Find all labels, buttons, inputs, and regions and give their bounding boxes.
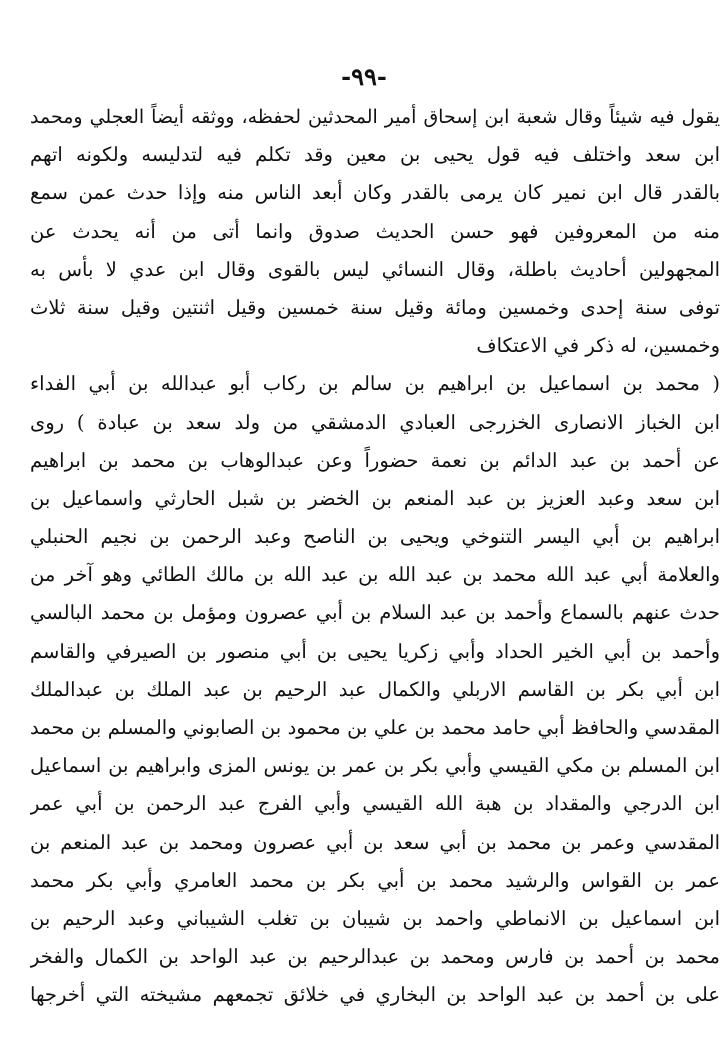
text-line: توفى سنة إحدى وخمسين ومائة وقيل سنة خمسين وقيل اثنتين وقيل سنة ثلاث bbox=[30, 295, 720, 319]
body-text bbox=[30, 98, 720, 1015]
text-line: المقدسي والحافظ أبي حامد محمد بن علي بن محمود بن الصابوني والمسلم بن محمد bbox=[30, 716, 720, 739]
text-line: محمد بن أحمد بن فارس ومحمد بن عبدالرحيم بن عبد الواحد بن الكمال والفخر bbox=[30, 945, 720, 969]
text-line: ابن اسماعيل بن الانماطي واحمد بن شيبان بن تغلب الشيباني وعبد الرحيم بن bbox=[30, 906, 720, 930]
text-line: ابراهيم بن أبي اليسر التنوخي ويحيى بن الناصح وعبد الرحمن بن نجيم الحنبلي bbox=[30, 525, 720, 549]
text-line: حدث عنهم بالسماع وأحمد بن عبد السلام بن أبي عصرون ومؤمل بن محمد البالسي bbox=[30, 601, 720, 625]
text-line: بالقدر قال ابن نمير كان يرمى بالقدر وكان أبعد الناس منه وإذا حدث عمن سمع bbox=[30, 181, 720, 205]
text-line: المقدسي وعمر بن محمد بن أبي سعد بن أبي عصرون ومحمد بن عبد المنعم بن bbox=[30, 830, 720, 854]
text-line: وأحمد بن أبي الخير الحداد وأبي زكريا يحيى بن أبي منصور بن الصيرفي والقاسم bbox=[30, 639, 720, 663]
text-line: ابن الدرجي والمقداد بن هبة الله القيسي وأبي الفرج عبد الرحمن بن أبي عمر bbox=[30, 792, 720, 816]
text-line: ابن الخباز الانصارى الخزرجى العبادي الدمشقي من ولد سعد بن عبادة ) روى bbox=[30, 410, 720, 434]
text-line: ابن سعد واختلف فيه قول يحيى بن معين وقد تكلم فيه لتدليسه ولكونه اتهم bbox=[30, 143, 720, 167]
text-line: عمر بن القواس والرشيد محمد بن أبي بكر بن محمد العامري وأبي بكر محمد bbox=[30, 868, 720, 892]
text-line: عن أحمد بن عبد الدائم بن نعمة حضوراً وعن عبدالوهاب بن محمد بن ابراهيم bbox=[30, 448, 720, 472]
text-line: وخمسين، له ذكر في الاعتكاف bbox=[476, 334, 720, 358]
text-line: ابن سعد وعبد العزيز بن عبد المنعم بن الخضر بن شبل الحارثي واسماعيل بن bbox=[30, 486, 720, 510]
text-line: منه من المعروفين فهو حسن الحديث صدوق وانما أتى من أنه يحدث عن bbox=[30, 219, 720, 243]
text-line: والعلامة أبي عبد الله محمد بن عبد الله بن عبد الله بن مالك الطائي وهو آخر من bbox=[30, 563, 720, 587]
text-line: ابن أبي بكر بن القاسم الاربلي والكمال عبد الرحيم بن عبد الملك بن عبدالملك bbox=[30, 677, 720, 701]
text-line: ابن المسلم بن مكي القيسي وأبي بكر بن عمر بن يونس المزى وابراهيم بن اسماعيل bbox=[30, 754, 720, 778]
entry-heading-line: ( محمد بن اسماعيل بن ابراهيم بن سالم بن ركاب أبو عبدالله بن أبي الفداء bbox=[30, 372, 720, 396]
page-number: -٩٩- bbox=[341, 62, 387, 91]
text-line: على بن أحمد بن عبد الواحد بن البخاري في خلائق تجمعهم مشيخته التي أخرجها bbox=[30, 983, 720, 1007]
text-line: يقول فيه شيئاً وقال شعبة ابن إسحاق أمير المحدثين لحفظه، ووثقه أيضاً العجلي ومحمد bbox=[30, 106, 720, 128]
text-line: المجهولين أحاديث باطلة، وقال النسائي ليس بالقوى وقال ابن عدي لا بأس به bbox=[30, 257, 720, 281]
